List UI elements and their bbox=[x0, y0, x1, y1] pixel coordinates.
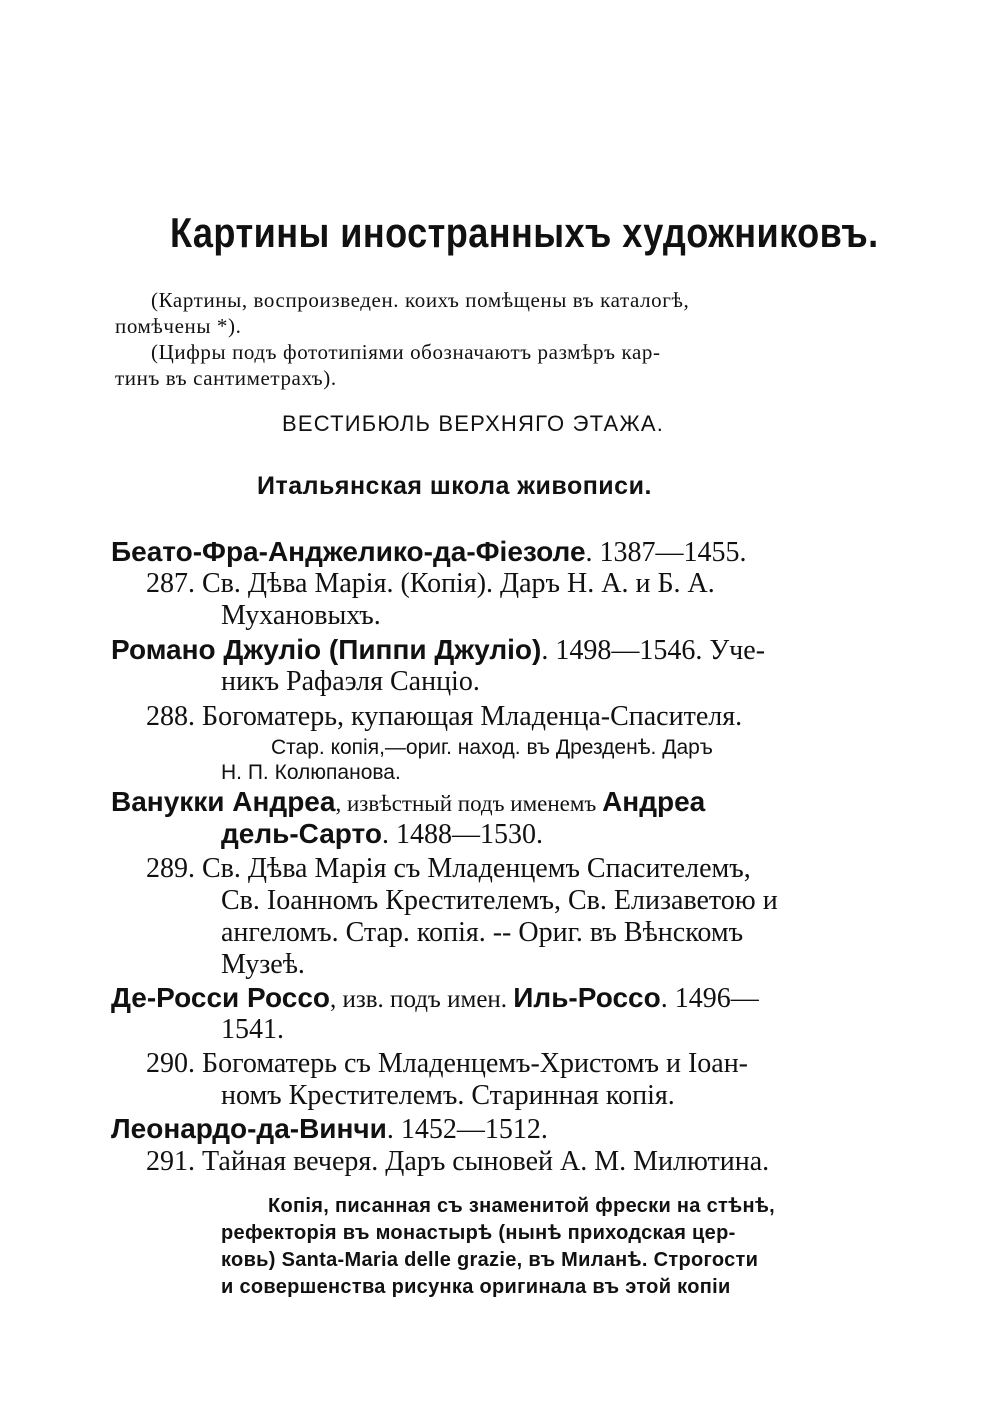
entry-291-line-1: 291. Тайная вечеря. Даръ сыновей А. М. Милютина. bbox=[146, 1146, 770, 1177]
artist-vanucchi bbox=[111, 788, 705, 817]
artist-alias: Иль-Россо bbox=[513, 982, 661, 1013]
artist-alias-cont: дель-Сарто bbox=[221, 818, 382, 849]
footnote-line-3: ковь) Santa-Maria delle grazie, въ Миланѣ. Строгости bbox=[221, 1249, 759, 1271]
artist-name: Романо Джуліо (Пиппи Джуліо) bbox=[111, 634, 542, 665]
artist-name: Леонардо-да-Винчи bbox=[111, 1113, 387, 1144]
page-title: Картины иностранныхъ художниковъ. bbox=[170, 209, 879, 256]
artist-vanucchi-line-2 bbox=[221, 820, 543, 849]
entry-288-note-2: Н. П. Колюпанова. bbox=[221, 761, 401, 784]
footnote-line-1: Копія, писанная съ знаменитой фрески на стѣнѣ, bbox=[268, 1195, 776, 1217]
artist-dates: . 1488—1530. bbox=[382, 819, 543, 850]
note-line-1: (Картины, воспроизведен. коихъ помѣщены въ каталогѣ, bbox=[151, 288, 690, 312]
section-heading: ВЕСТИБЮЛЬ ВЕРХНЯГО ЭТАЖА. bbox=[282, 411, 665, 436]
artist-dates: . 1452—1512. bbox=[386, 1114, 548, 1145]
artist-name: Де-Росси Россо bbox=[111, 982, 330, 1013]
artist-romano-line-2: никъ Рафаэля Санціо. bbox=[221, 666, 480, 697]
artist-name: Ванукки Андреа bbox=[111, 786, 336, 817]
entry-289-line-1: 289. Св. Дѣва Марія съ Младенцемъ Спасителемъ, bbox=[146, 853, 751, 884]
artist-name: Беато-Фра-Анджелико-да-Фіезоле bbox=[111, 536, 586, 567]
artist-note: , изв. подъ имен. bbox=[330, 986, 514, 1013]
artist-derossi bbox=[111, 984, 759, 1013]
artist-beato bbox=[111, 538, 747, 567]
footnote-line-4: и совершенства рисунка оригинала въ этой копіи bbox=[221, 1276, 731, 1298]
artist-romano bbox=[111, 636, 765, 665]
artist-alias: Андреа bbox=[602, 786, 706, 817]
entry-290-line-2: номъ Крестителемъ. Старинная копія. bbox=[221, 1080, 675, 1111]
entry-288-line-1: 288. Богоматерь, купающая Младенца-Спасителя. bbox=[146, 701, 743, 732]
note-line-4: тинъ въ сантиметрахъ). bbox=[115, 366, 337, 390]
note-line-2: помѣчены *). bbox=[115, 314, 242, 338]
artist-derossi-line-2: 1541. bbox=[221, 1014, 284, 1045]
artist-note: , извѣстный подъ именемъ bbox=[335, 791, 603, 816]
entry-287-line-1: 287. Св. Дѣва Марія. (Копія). Даръ Н. А. и Б. А. bbox=[146, 568, 715, 599]
footnote-line-2: рефекторія въ монастырѣ (нынѣ приходская цер- bbox=[221, 1222, 736, 1244]
artist-dates: . 1387—1455. bbox=[585, 537, 747, 568]
artist-dates: . 1496— bbox=[660, 983, 759, 1014]
artist-dates: . 1498—1546. Уче- bbox=[541, 635, 766, 666]
entry-290-line-1: 290. Богоматерь съ Младенцемъ-Христомъ и Іоан- bbox=[146, 1048, 748, 1079]
note-line-3: (Цифры подъ фототипіями обозначаютъ размѣръ кар- bbox=[151, 340, 661, 364]
school-heading: Итальянская школа живописи. bbox=[257, 472, 652, 500]
entry-289-line-4: Музеѣ. bbox=[221, 949, 305, 980]
entry-289-line-2: Св. Іоанномъ Крестителемъ, Св. Елизаветою и bbox=[221, 885, 778, 916]
entry-287-line-2: Мухановыхъ. bbox=[221, 600, 381, 631]
entry-288-note-1: Стар. копія,—ориг. наход. въ Дрезденѣ. Даръ bbox=[271, 736, 713, 759]
artist-leonardo bbox=[111, 1115, 548, 1144]
entry-289-line-3: ангеломъ. Стар. копія. -- Ориг. въ Вѣнскомъ bbox=[221, 917, 744, 948]
